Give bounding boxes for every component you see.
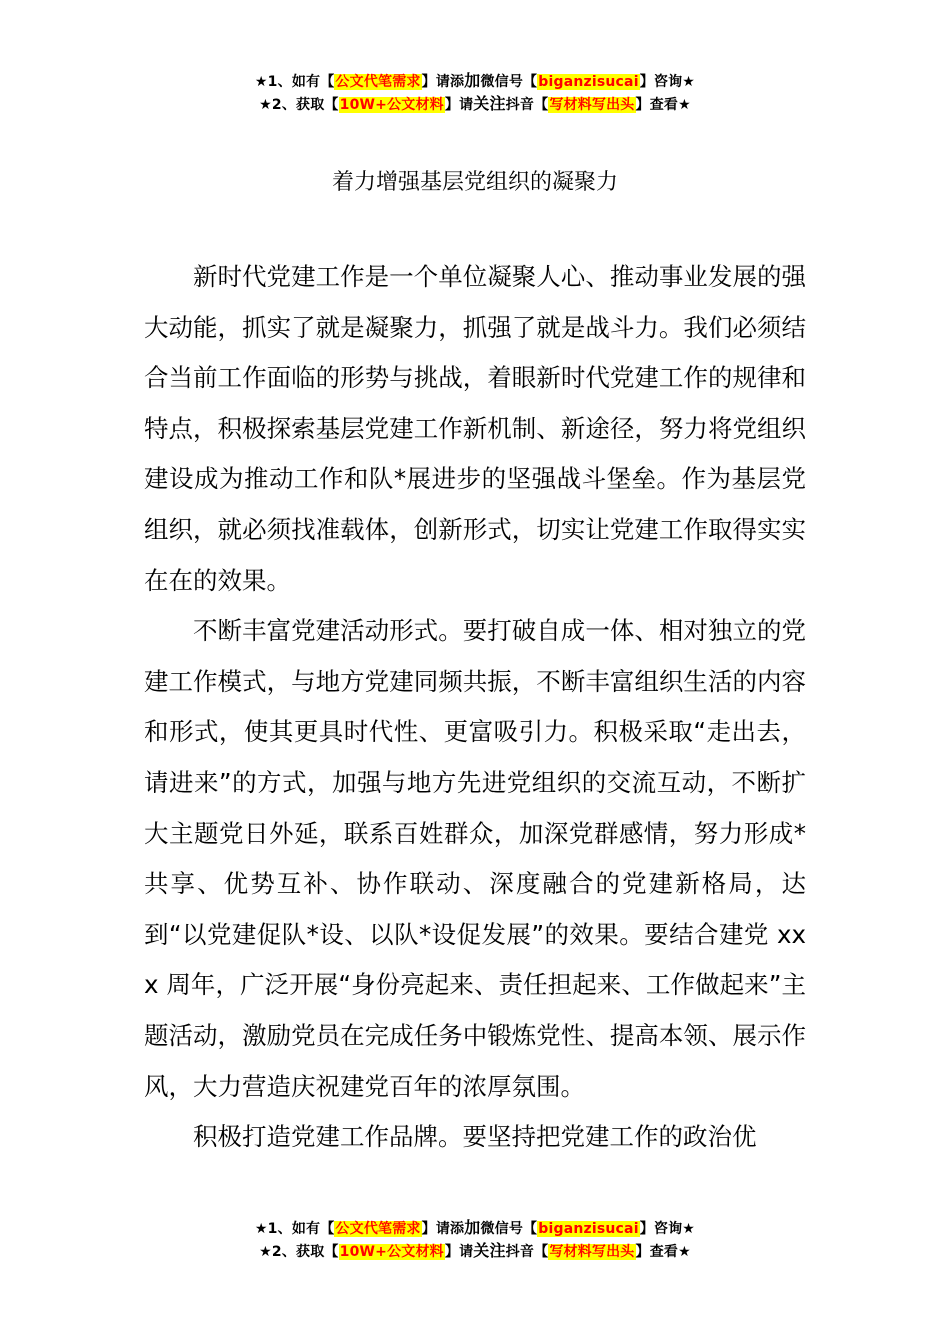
highlight-wechat-id: biganzisucai	[538, 74, 639, 90]
footer-banner	[0, 1217, 950, 1263]
banner-line-2	[0, 1240, 950, 1263]
banner-text: 】查看★	[635, 1244, 691, 1260]
banner-emphasis: 关注	[473, 1241, 506, 1260]
highlight-materials: 10W+公文材料	[339, 1244, 444, 1260]
banner-line-1	[0, 70, 950, 93]
paragraph-1: 新时代党建工作是一个单位凝聚人心、推动事业发展的强大动能，抓实了就是凝聚力，抓强了就是战斗力。我们必须结合当前工作面临的形势与挑战，着眼新时代党建工作的规律和特点，积极探索基层党建工作新机制、新途径，努力将党组织建设成为推动工作和队*展进步的坚强战斗堡垒。作为基层党组织，就必须找准载体，创新形式，切实让党建工作取得实实在在的效果。	[144, 262, 806, 595]
banner-emphasis: 加	[464, 71, 481, 90]
highlight-wechat-id: biganzisucai	[538, 1221, 639, 1237]
document-body	[144, 252, 806, 1163]
banner-text: 】请	[444, 1244, 474, 1260]
banner-text: 微信号【	[480, 1221, 538, 1237]
banner-emphasis: 加	[464, 1218, 481, 1237]
highlight-douyin-account: 写材料写出头	[549, 97, 635, 113]
banner-text: 】请添	[421, 74, 465, 90]
highlight-service: 公文代笔需求	[335, 1221, 421, 1237]
banner-text: 微信号【	[480, 74, 538, 90]
paragraph-3: 积极打造党建工作品牌。要坚持把党建工作的政治优	[193, 1122, 757, 1152]
document-title: 着力增强基层党组织的凝聚力	[331, 170, 618, 195]
banner-text: 】咨询★	[639, 1221, 696, 1237]
paragraph-2: 不断丰富党建活动形式。要打破自成一体、相对独立的党建工作模式，与地方党建同频共振，不断丰富组织生活的内容和形式，使其更具时代性、更富吸引力。积极采取“走出去，请进来”的方式，加强与地方先进党组织的交流互动，不断扩大主题党日外延，联系百姓群众，加深党群感情，努力形成*共享、优势互补、协作联动、深度融合的党建新格局，达到“以党建促队*设、以队*设促发展”的效果。要结合建党 xxx 周年，广泛开展“身份亮起来、责任担起来、工作做起来”主题活动，激励党员在完成任务中锻炼党性、提高本领、展示作风，大力营造庆祝建党百年的浓厚氛围。	[144, 616, 806, 1101]
banner-text: 】查看★	[635, 97, 691, 113]
highlight-service: 公文代笔需求	[335, 74, 421, 90]
header-banner	[0, 70, 950, 116]
banner-line-1	[0, 1217, 950, 1240]
banner-text: 】请	[444, 97, 474, 113]
highlight-douyin-account: 写材料写出头	[549, 1244, 635, 1260]
banner-text: ★1、如有【	[254, 74, 335, 90]
highlight-materials: 10W+公文材料	[339, 97, 444, 113]
banner-text: ★2、获取【	[259, 97, 339, 113]
banner-text: ★2、获取【	[259, 1244, 339, 1260]
banner-text: 】请添	[421, 1221, 465, 1237]
banner-emphasis: 关注	[473, 94, 506, 113]
banner-line-2	[0, 93, 950, 116]
banner-text: 】咨询★	[639, 74, 696, 90]
banner-text: ★1、如有【	[254, 1221, 335, 1237]
banner-text: 抖音【	[505, 1244, 549, 1260]
banner-text: 抖音【	[505, 97, 549, 113]
